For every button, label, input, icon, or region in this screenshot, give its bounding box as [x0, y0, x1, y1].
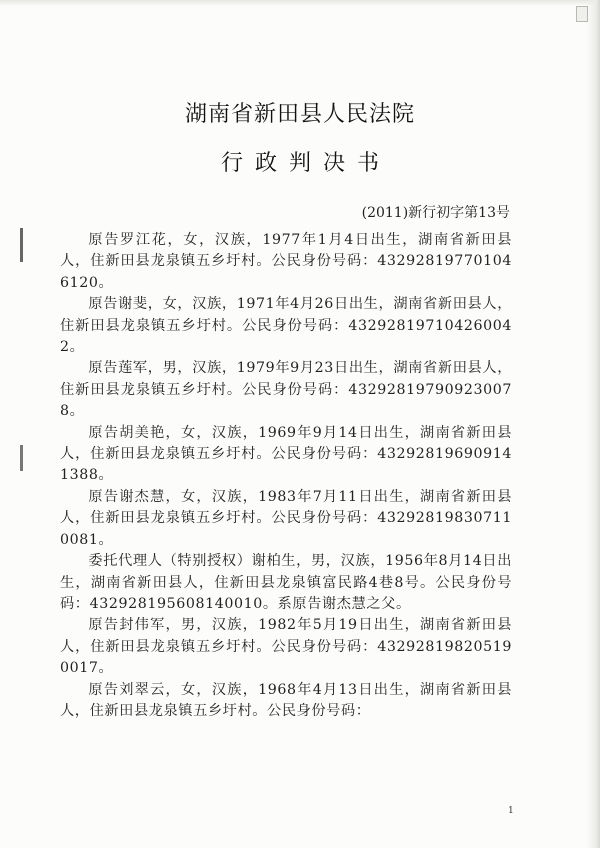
party-paragraph: 原告胡美艳，女，汉族，1969年9月14日出生，湖南省新田县人，住新田县龙泉镇五乡圩村。公民身份号码：432928196909141388。 [60, 424, 512, 484]
page-number: 1 [508, 806, 514, 816]
party-paragraph: 原告罗江花，女，汉族，1977年1月4日出生，湖南省新田县人，住新田县龙泉镇五乡圩村。公民身份号码：432928197701046120。 [60, 232, 512, 291]
party-paragraph: 原告封伟军，男，汉族，1982年5月19日出生，湖南省新田县人，住新田县龙泉镇五乡圩村。公民身份号码：432928198205190017。 [60, 617, 512, 677]
scan-edge-top [0, 0, 600, 6]
party-paragraph: 原告谢斐，女，汉族，1971年4月26日出生，湖南省新田县人，住新田县龙泉镇五乡圩村。公民身份号码：432928197104260042。 [60, 296, 512, 356]
binding-hole-mark [20, 228, 23, 262]
party-paragraph: 原告刘翠云，女，汉族，1968年4月13日出生，湖南省新田县人，住新田县龙泉镇五乡圩村。公民身份号码： [60, 681, 512, 719]
party-paragraph: 原告莲军，男，汉族，1979年9月23日出生，湖南省新田县人，住新田县龙泉镇五乡圩村。公民身份号码：432928197909230078。 [60, 360, 512, 420]
document-type-heading: 行政判决书 [220, 151, 391, 176]
binding-hole-mark [20, 445, 23, 471]
corner-mark [576, 6, 588, 22]
court-name-heading: 湖南省新田县人民法院 [184, 102, 415, 127]
document-body [60, 230, 512, 722]
party-paragraph: 原告谢杰慧，女，汉族，1983年7月11日出生，湖南省新田县人，住新田县龙泉镇五乡圩村。公民身份号码：432928198307110081。 [60, 488, 512, 548]
case-number: (2011)新行初字第13号 [361, 205, 510, 221]
agent-paragraph: 委托代理人（特别授权）谢柏生，男，汉族，1956年8月14日出生，湖南省新田县人，住新田县龙泉镇富民路4巷8号。公民身份号码：432928195608140010。系原告谢杰慧之父。 [60, 553, 512, 612]
